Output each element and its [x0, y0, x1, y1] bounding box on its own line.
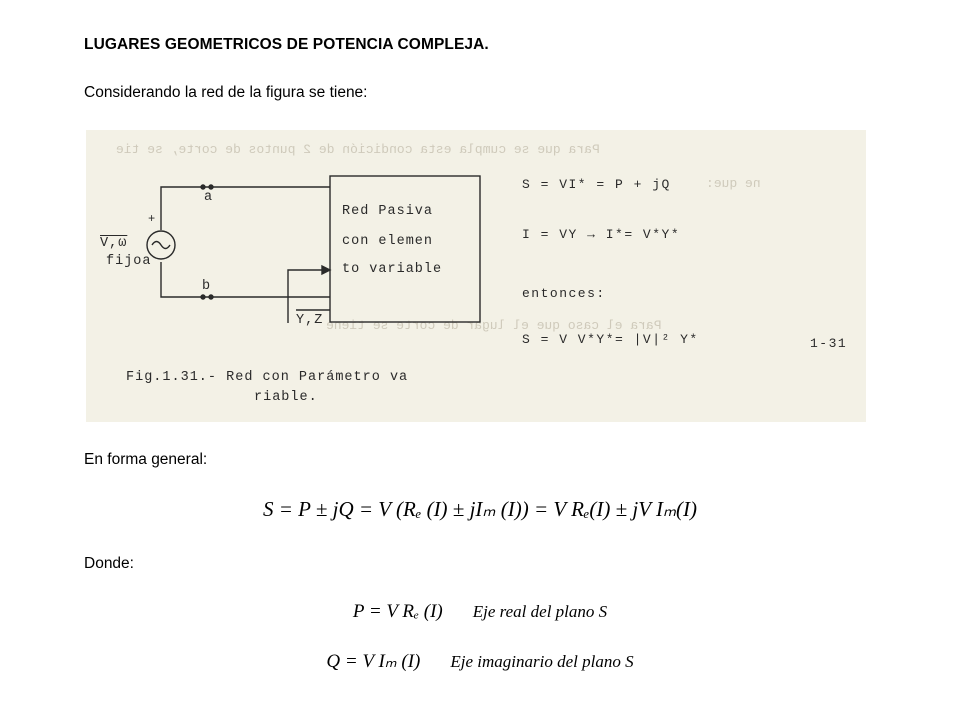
page-title: LUGARES GEOMETRICOS DE POTENCIA COMPLEJA.: [84, 36, 489, 53]
scanned-figure: [86, 130, 866, 422]
equation-1: S = VI* = P + jQ: [522, 177, 671, 192]
q-equation-row: [0, 650, 960, 673]
source-label-2: fijoa: [106, 254, 152, 269]
donde-label: Donde:: [84, 555, 134, 572]
general-form-label: En forma general:: [84, 451, 208, 468]
terminal-b-label: b: [202, 279, 212, 294]
figure-caption-2: riable.: [254, 390, 318, 405]
source-label-1: V,ω: [100, 236, 128, 251]
p-axis-label: Eje real del plano S: [472, 602, 608, 621]
ghost-line-2: ne que:: [706, 176, 761, 191]
ghost-line-1: Para que se cumpla esta condición de 2 puntos de corte, se tie: [116, 142, 600, 157]
yz-label: Y,Z: [296, 313, 324, 328]
q-axis-label: Eje imaginario del plano S: [450, 652, 634, 671]
plus-sign: +: [148, 212, 157, 226]
p-equation: P = V Rₑ (I): [352, 601, 443, 622]
p-equation-row: [0, 601, 960, 623]
equation-3: S = V V*Y*= |V|² Y*: [522, 332, 699, 347]
box-line-2: con elemen: [342, 234, 434, 249]
box-line-3: to variable: [342, 262, 443, 277]
q-equation: Q = V Iₘ (I): [326, 651, 421, 672]
box-line-1: Red Pasiva: [342, 204, 434, 219]
figure-caption-1: Fig.1.31.- Red con Parámetro va: [126, 370, 409, 385]
entonces-label: entonces:: [522, 286, 606, 301]
equation-number: 1-31: [810, 336, 848, 351]
terminal-a-label: a: [204, 190, 214, 205]
equation-2: I = VY → I*= V*Y*: [522, 227, 681, 242]
general-equation: S = P ± jQ = V (Rₑ (I) ± jIₘ (I)) = V Rₑ(I) ± jV Iₘ(I): [262, 497, 698, 521]
passive-network-box: [330, 176, 480, 322]
ghost-line-3: Para el caso que el lugar de corte se tiene: [326, 318, 662, 333]
intro-text: Considerando la red de la figura se tiene:: [84, 84, 368, 101]
